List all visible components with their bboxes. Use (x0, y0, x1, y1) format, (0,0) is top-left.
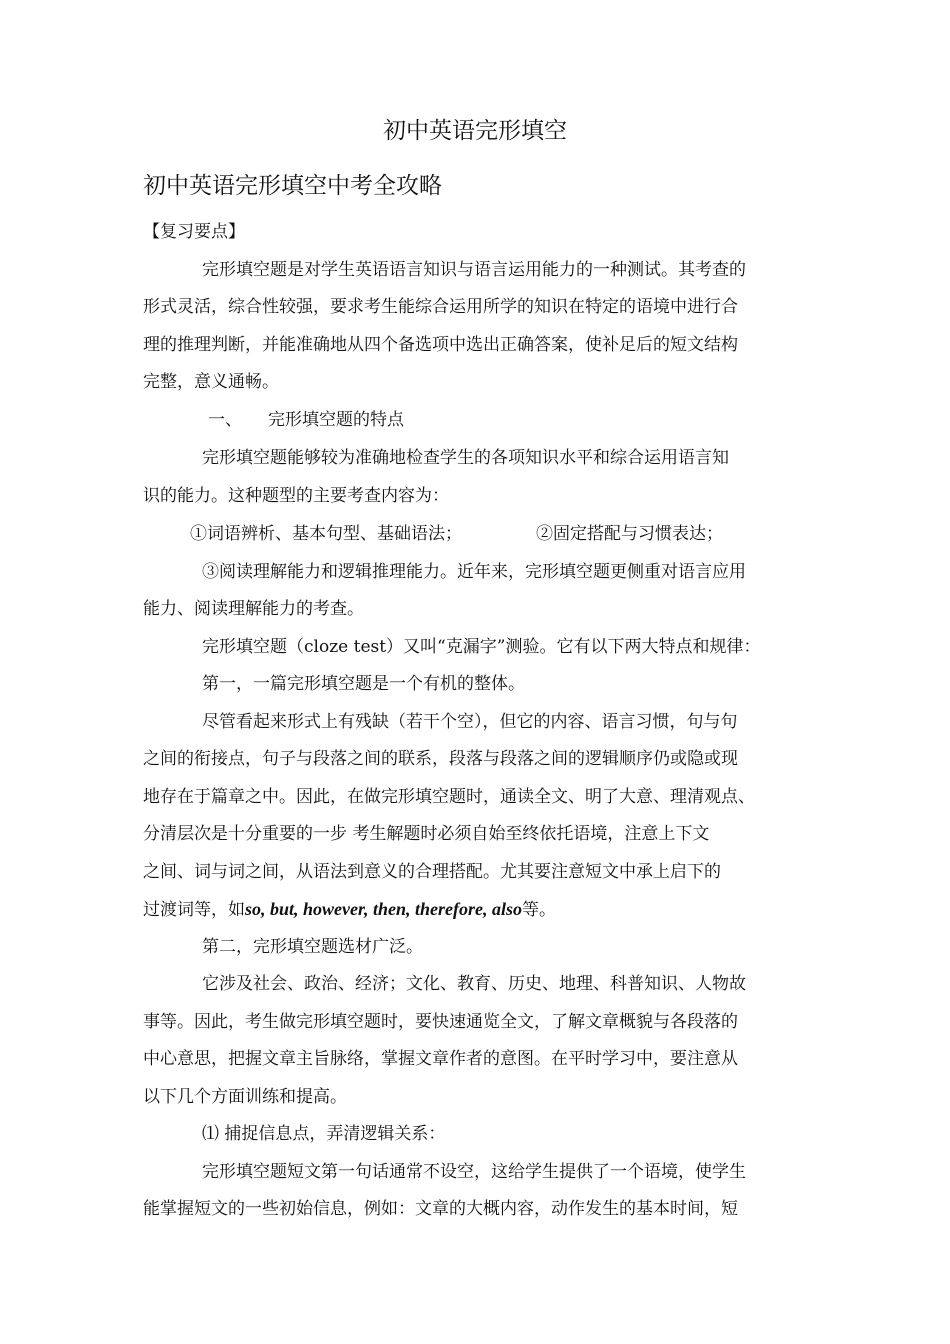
transition-words: so, but, however, then, therefore, also (245, 899, 523, 919)
paragraph-line: 形式灵活，综合性较强，要求考生能综合运用所学的知识在特定的语境中进行合 (143, 297, 738, 317)
paragraph-line: 理的推理判断，并能准确地从四个备选项中选出正确答案，使补足后的短文结构 (143, 335, 738, 355)
text-run: 等。 (522, 900, 557, 920)
section-heading-review-points: 【复习要点】 (143, 222, 245, 242)
section-heading-features: 完形填空题的特点 (268, 410, 404, 430)
document-title: 初中英语完形填空 (383, 118, 567, 144)
paragraph-line: 之间、词与词之间，从语法到意义的合理搭配。尤其要注意短文中承上启下的 (143, 862, 721, 882)
section-number: 一、 (208, 410, 242, 430)
paragraph-line: 尽管看起来形式上有残缺（若干个空），但它的内容、语言习惯，句与句 (202, 712, 738, 732)
paragraph-line: 完形填空题是对学生英语语言知识与语言运用能力的一种测试。其考查的 (202, 260, 746, 280)
paragraph-line: 中心意思，把握文章主旨脉络，掌握文章作者的意图。在平时学习中，要注意从 (143, 1049, 738, 1069)
paragraph-line: 完形填空题能够较为准确地检查学生的各项知识水平和综合运用语言知 (202, 448, 729, 468)
paragraph-line (143, 897, 556, 922)
paragraph-line: 事等。因此，考生做完形填空题时，要快速通览全文，了解文章概貌与各段落的 (143, 1012, 738, 1032)
paragraph-line: 完形填空题（cloze test）又叫“克漏字”测验。它有以下两大特点和规律： (202, 637, 761, 657)
paragraph-line: 能掌握短文的一些初始信息，例如：文章的大概内容，动作发生的基本时间，短 (143, 1199, 738, 1219)
subsection-heading: ⑴ 捕捉信息点，弄清逻辑关系： (202, 1124, 446, 1144)
paragraph-line: 能力、阅读理解能力的考查。 (143, 599, 364, 619)
paragraph-line: ③阅读理解能力和逻辑推理能力。近年来，完形填空题更侧重对语言应用 (202, 562, 746, 582)
list-item: ①词语辨析、基本句型、基础语法； (190, 524, 462, 544)
paragraph-line: 识的能力。这种题型的主要考查内容为： (143, 486, 449, 506)
paragraph-line: 以下几个方面训练和提高。 (143, 1087, 347, 1107)
paragraph-line: 完形填空题短文第一句话通常不设空，这给学生提供了一个语境，使学生 (202, 1162, 746, 1182)
paragraph-line: 第二，完形填空题选材广泛。 (202, 937, 423, 957)
paragraph-line: 分清层次是十分重要的一步 考生解题时必须自始至终依托语境，注意上下文 (143, 824, 710, 844)
paragraph-line: 完整，意义通畅。 (143, 372, 279, 392)
paragraph-line: 地存在于篇章之中。因此，在做完形填空题时，通读全文、明了大意、理清观点、 (143, 787, 755, 807)
text-run: 过渡词等，如 (143, 900, 245, 920)
paragraph-line: 第一，一篇完形填空题是一个有机的整体。 (202, 674, 525, 694)
paragraph-line: 之间的衔接点，句子与段落之间的联系，段落与段落之间的逻辑顺序仍或隐或现 (143, 749, 738, 769)
document-subtitle: 初中英语完形填空中考全攻略 (143, 173, 442, 199)
list-item: ②固定搭配与习惯表达； (536, 524, 723, 544)
paragraph-line: 它涉及社会、政治、经济；文化、教育、历史、地理、科普知识、人物故 (202, 974, 746, 994)
